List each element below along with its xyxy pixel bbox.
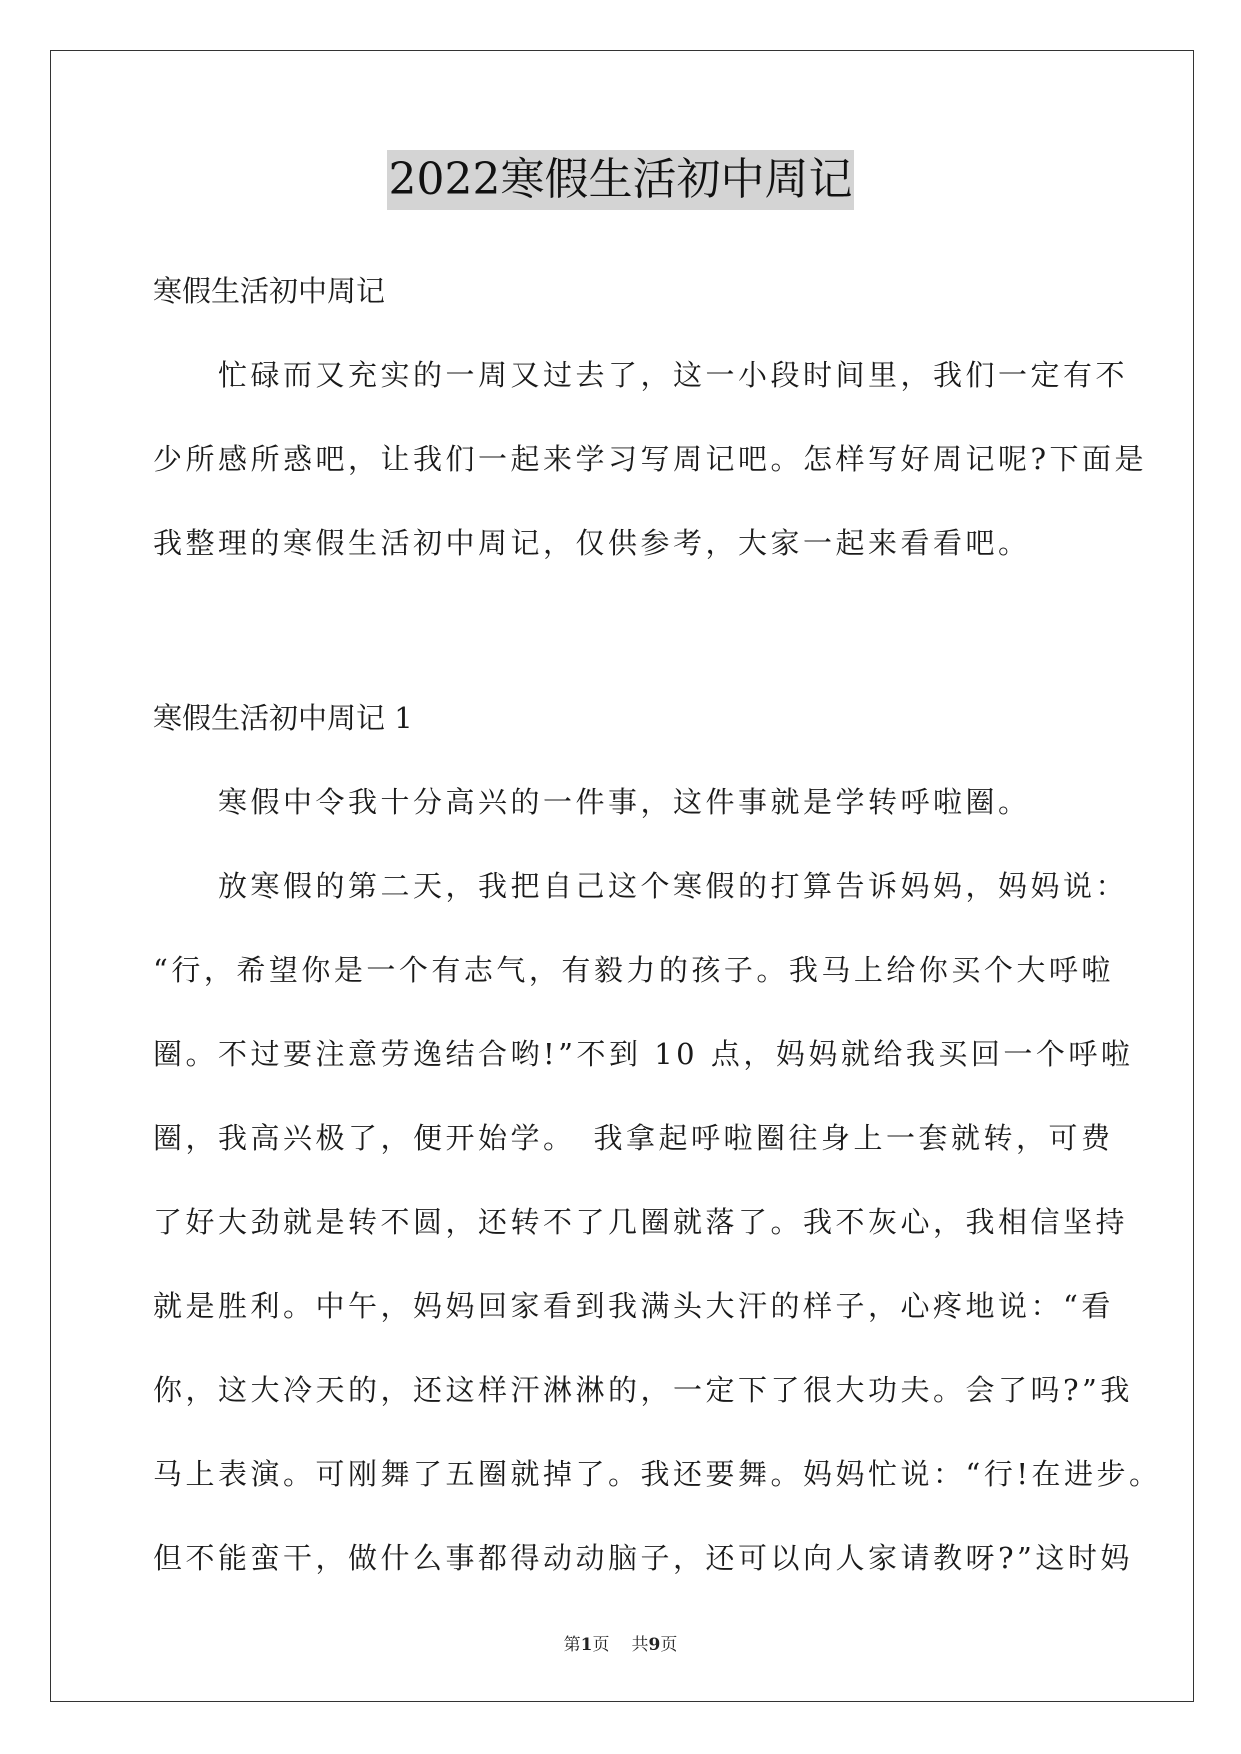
page-number-label: 第1页 [563, 1635, 610, 1655]
body-line: 寒假中令我十分高兴的一件事，这件事就是学转呼啦圈。 [153, 785, 1031, 819]
body-line: 马上表演。可刚舞了五圈就掉了。我还要舞。妈妈忙说：“行!在进步。 [153, 1457, 1162, 1491]
body-line: 就是胜利。中午，妈妈回家看到我满头大汗的样子，心疼地说：“看 [153, 1289, 1114, 1323]
body-line: “行，希望你是一个有志气，有毅力的孩子。我马上给你买个大呼啦 [153, 953, 1114, 987]
section-heading: 寒假生活初中周记 1 [153, 701, 413, 735]
title-area [0, 150, 1241, 210]
current-page-number: 1 [580, 1635, 593, 1655]
page-footer [0, 1630, 1241, 1655]
document-body [153, 256, 1162, 1607]
body-line: 了好大劲就是转不圆，还转不了几圈就落了。我不灰心，我相信坚持 [153, 1205, 1129, 1239]
body-line: 圈，我高兴极了，便开始学。 我拿起呼啦圈往身上一套就转，可费 [153, 1121, 1114, 1155]
section-spacer [153, 592, 1093, 683]
total-page-number: 9 [648, 1635, 661, 1655]
intro-line: 我整理的寒假生活初中周记，仅供参考，大家一起来看看吧。 [153, 526, 1031, 560]
body-line: 圈。不过要注意劳逸结合哟!”不到 10 点，妈妈就给我买回一个呼啦 [153, 1037, 1134, 1071]
intro-line: 忙碌而又充实的一周又过去了，这一小段时间里，我们一定有不 [153, 358, 1129, 392]
body-line: 但不能蛮干，做什么事都得动动脑子，还可以向人家请教呀?”这时妈 [153, 1541, 1133, 1575]
total-pages-label: 共9页 [631, 1635, 678, 1655]
body-line: 你，这大冷天的，还这样汗淋淋的，一定下了很大功夫。会了吗?”我 [153, 1373, 1133, 1407]
intro-line: 少所感所惑吧，让我们一起来学习写周记吧。怎样写好周记呢?下面是 [153, 442, 1148, 476]
intro-heading: 寒假生活初中周记 [153, 274, 386, 308]
document-title: 2022寒假生活初中周记 [387, 150, 855, 210]
body-line: 放寒假的第二天，我把自己这个寒假的打算告诉妈妈，妈妈说： [153, 869, 1129, 903]
